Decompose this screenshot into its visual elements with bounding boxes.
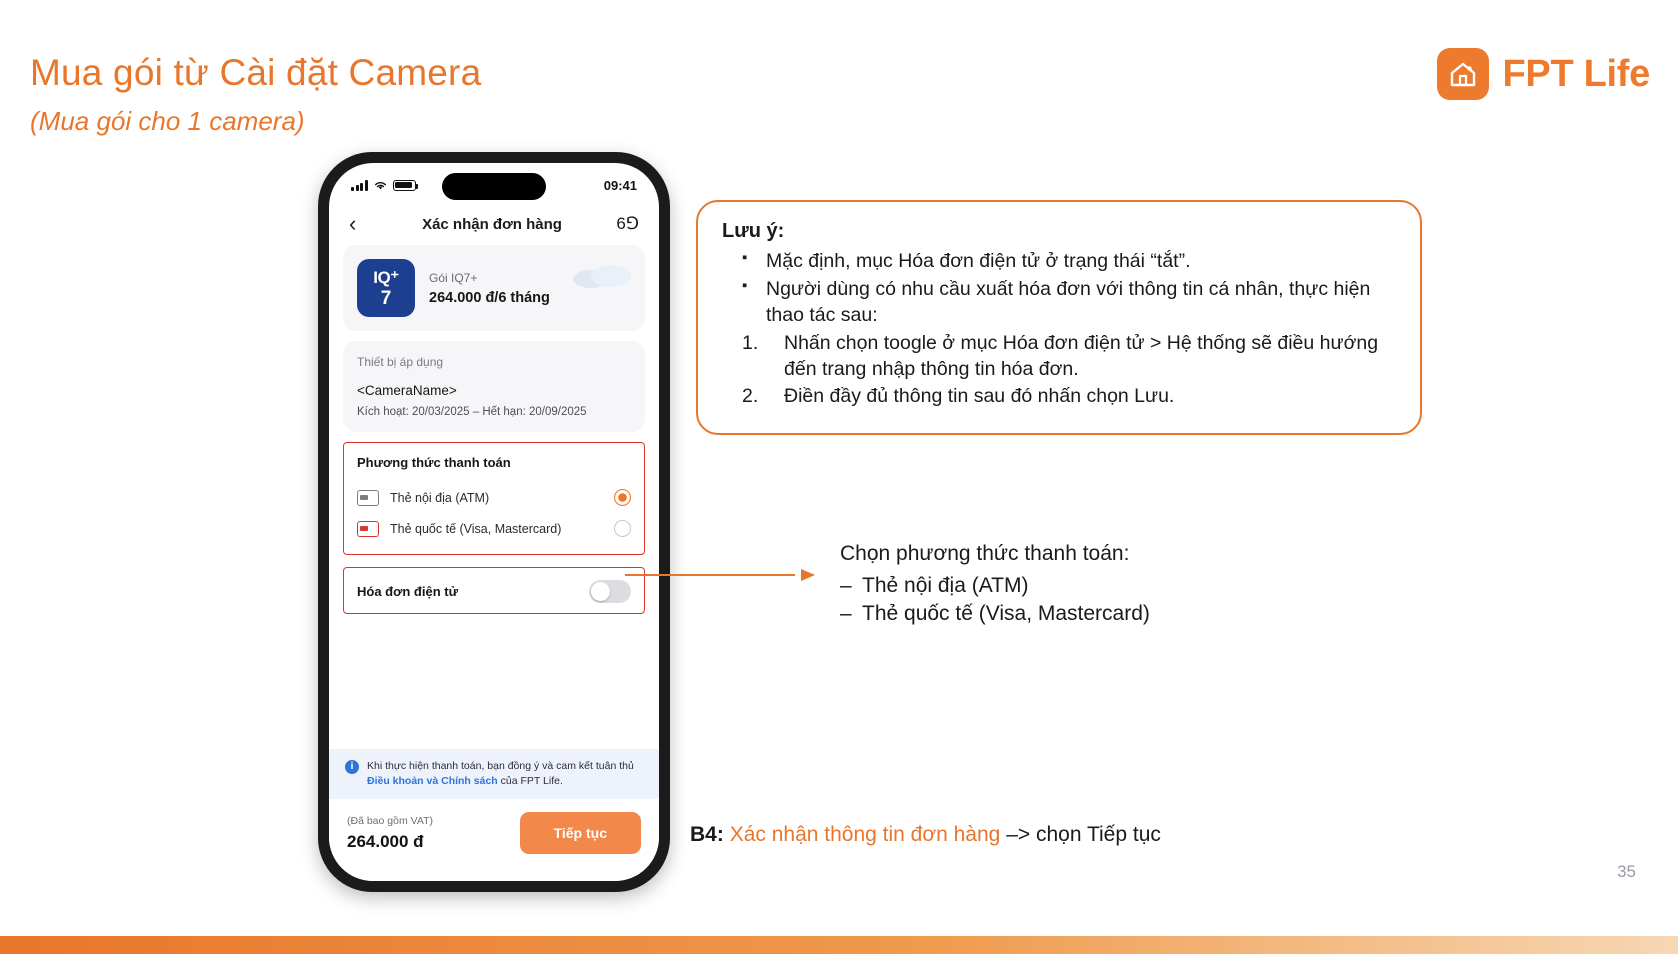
einvoice-title: Hóa đơn điện tử <box>357 584 458 599</box>
device-name: <CameraName> <box>357 383 457 398</box>
radio-international[interactable] <box>614 520 631 537</box>
payment-annotation-lead: Chọn phương thức thanh toán: <box>840 542 1130 565</box>
callout-bullet: ▪ Người dùng có nhu cầu xuất hóa đơn với thông tin cá nhân, thực hiện thao tác sau: <box>764 277 1396 329</box>
callout-item-text: Nhấn chọn toogle ở mục Hóa đơn điện tử > Hệ thống sẽ điều hướng đến trang nhập thông tin hóa đơn. <box>784 331 1379 380</box>
house-icon <box>1437 48 1489 100</box>
phone-screen <box>329 163 659 881</box>
payment-option-domestic[interactable] <box>357 482 631 513</box>
atm-card-icon <box>357 490 379 506</box>
package-info <box>429 271 550 306</box>
payment-annotation-item: – Thẻ quốc tế (Visa, Mastercard) <box>840 602 1460 626</box>
checkout-footer <box>329 799 659 881</box>
callout-title: Lưu ý: <box>722 220 785 242</box>
callout-item-text: Điền đầy đủ thông tin sau đó nhấn chọn Lưu. <box>784 384 1175 407</box>
back-icon[interactable]: ‹ <box>349 211 357 236</box>
device-section-label: Thiết bị áp dụng <box>357 355 444 369</box>
payment-option-label: Thẻ quốc tế (Visa, Mastercard) <box>390 521 562 536</box>
payment-annotation <box>840 542 1460 630</box>
device-dates: Kích hoạt: 20/03/2025 – Hết hạn: 20/09/2025 <box>357 406 587 418</box>
package-badge-bottom: 7 <box>380 287 392 309</box>
step-highlight: Xác nhận thông tin đơn hàng <box>729 823 1001 846</box>
package-card <box>343 245 645 331</box>
wifi-icon <box>373 179 388 191</box>
brand-logo <box>1437 48 1651 100</box>
package-badge-top: IQ⁺ <box>373 267 399 287</box>
package-name: Gói IQ7+ <box>429 270 478 285</box>
step-rest: –> chọn Tiếp tục <box>1006 823 1161 846</box>
cloud-decor-icon <box>567 259 637 289</box>
status-time: 09:41 <box>603 177 637 193</box>
callout-item-number: 1. <box>742 331 759 354</box>
callout-numbered-list <box>742 331 1396 410</box>
info-icon: i <box>345 760 359 774</box>
page-subtitle: (Mua gói cho 1 camera) <box>30 106 305 136</box>
terms-text-before: Khi thực hiện thanh toán, bạn đồng ý và cam kết tuân thủ <box>367 759 634 772</box>
terms-text-after: của FPT Life. <box>497 774 563 787</box>
dynamic-island <box>442 173 546 200</box>
vat-note: (Đã bao gồm VAT) <box>347 814 433 827</box>
note-callout <box>696 200 1422 435</box>
einvoice-section <box>343 567 645 614</box>
step-b4 <box>690 823 1161 847</box>
callout-numbered-item <box>742 384 1396 410</box>
left-edge-decor <box>0 0 10 954</box>
footer-gradient-bar <box>0 936 1678 954</box>
battery-icon <box>393 180 416 191</box>
payment-option-international[interactable] <box>357 513 631 544</box>
screen-title: Xác nhận đơn hàng <box>422 215 562 233</box>
step-label: B4: <box>690 823 724 846</box>
signal-icon <box>351 180 368 191</box>
payment-annotation-item: – Thẻ nội địa (ATM) <box>840 574 1460 598</box>
nav-bar <box>329 207 659 245</box>
headset-support-icon[interactable]: 6ꓨ <box>616 214 639 233</box>
phone-mockup <box>318 152 670 892</box>
payment-method-section <box>343 442 645 555</box>
payment-method-title: Phương thức thanh toán <box>357 455 511 470</box>
continue-button[interactable]: Tiếp tục <box>520 812 641 854</box>
callout-numbered-item <box>742 331 1396 383</box>
terms-note <box>329 749 659 799</box>
package-price: 264.000 đ/6 tháng <box>429 289 550 306</box>
status-left <box>351 179 416 191</box>
terms-link[interactable]: Điều khoản và Chính sách <box>367 774 498 787</box>
pointer-arrow-icon <box>625 569 815 581</box>
brand-name: FPT Life <box>1502 52 1650 95</box>
callout-bullet: ▪ Mặc định, mục Hóa đơn điện tử ở trạng thái “tắt”. <box>764 249 1396 275</box>
screen-content <box>329 245 659 614</box>
credit-card-icon <box>357 521 379 537</box>
terms-note-text <box>367 759 643 789</box>
total-amount: 264.000 đ <box>347 831 424 851</box>
callout-item-number: 2. <box>742 384 759 407</box>
page-number: 35 <box>1617 862 1636 881</box>
radio-domestic[interactable] <box>614 489 631 506</box>
callout-bullets <box>764 249 1396 329</box>
total-block <box>347 815 433 852</box>
payment-option-label: Thẻ nội địa (ATM) <box>390 490 490 505</box>
page-title: Mua gói từ Cài đặt Camera <box>30 52 482 93</box>
einvoice-toggle[interactable] <box>589 580 631 603</box>
device-card <box>343 341 645 432</box>
package-badge-icon <box>357 259 415 317</box>
